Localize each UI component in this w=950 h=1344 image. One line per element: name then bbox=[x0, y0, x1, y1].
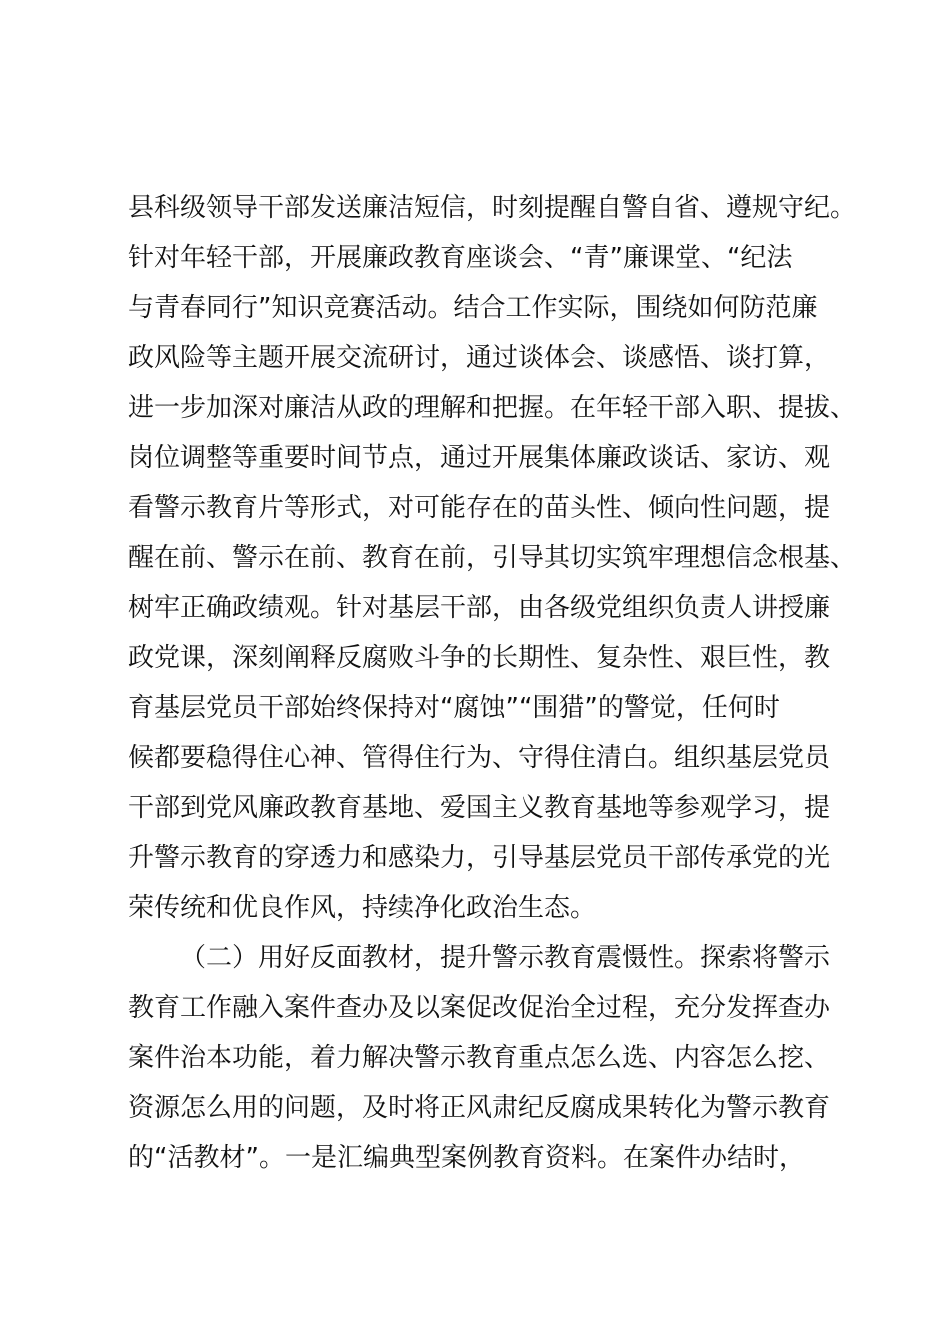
text-line: 针对年轻干部，开展廉政教育座谈会、“青”廉课堂、“纪法 bbox=[128, 243, 793, 273]
text-line: 树牢正确政绩观。针对基层干部，由各级党组织负责人讲授廉 bbox=[128, 593, 831, 623]
text-line: 候都要稳得住心神、管得住行为、守得住清白。组织基层党员 bbox=[128, 743, 831, 773]
text-line: 醒在前、警示在前、教育在前，引导其切实筑牢理想信念根基、 bbox=[128, 543, 857, 573]
text-line: 政党课，深刻阐释反腐败斗争的长期性、复杂性、艰巨性，教 bbox=[128, 643, 831, 673]
text-line: 教育工作融入案件查办及以案促改促治全过程，充分发挥查办 bbox=[128, 993, 831, 1023]
text-line: 荣传统和优良作风，持续净化政治生态。 bbox=[128, 893, 597, 923]
text-line: 干部到党风廉政教育基地、爱国主义教育基地等参观学习，提 bbox=[128, 793, 831, 823]
text-line: 育基层党员干部始终保持对“腐蚀”“围猎”的警觉，任何时 bbox=[128, 693, 780, 723]
text-line: 看警示教育片等形式，对可能存在的苗头性、倾向性问题，提 bbox=[128, 493, 831, 523]
text-line: 升警示教育的穿透力和感染力，引导基层党员干部传承党的光 bbox=[128, 843, 831, 873]
text-line: 与青春同行”知识竞赛活动。结合工作实际，围绕如何防范廉 bbox=[128, 293, 818, 323]
text-line: 案件治本功能，着力解决警示教育重点怎么选、内容怎么挖、 bbox=[128, 1043, 831, 1073]
section-heading-line: （二）用好反面教材，提升警示教育震慑性。探索将警示 bbox=[180, 943, 831, 973]
text-line: 的“活教材”。一是汇编典型案例教育资料。在案件办结时， bbox=[128, 1143, 805, 1173]
text-line: 县科级领导干部发送廉洁短信，时刻提醒自警自省、遵规守纪。 bbox=[128, 193, 857, 223]
text-line: 进一步加深对廉洁从政的理解和把握。在年轻干部入职、提拔、 bbox=[128, 393, 857, 423]
text-line: 岗位调整等重要时间节点，通过开展集体廉政谈话、家访、观 bbox=[128, 443, 831, 473]
text-line: 资源怎么用的问题，及时将正风肃纪反腐成果转化为警示教育 bbox=[128, 1093, 831, 1123]
text-line: 政风险等主题开展交流研讨，通过谈体会、谈感悟、谈打算， bbox=[128, 343, 831, 373]
